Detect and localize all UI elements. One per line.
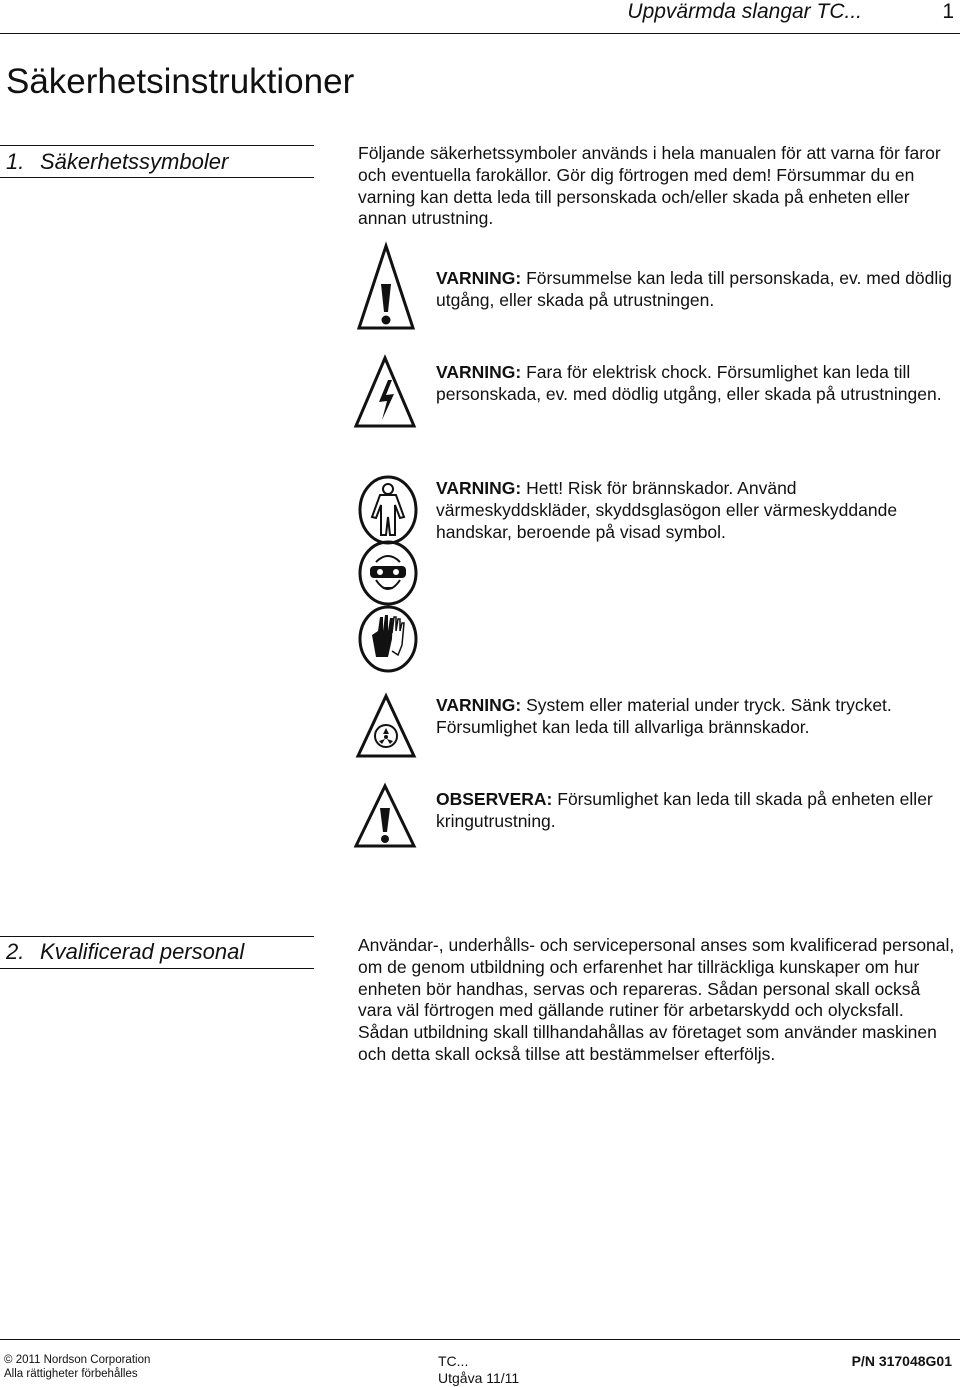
header-rule — [0, 33, 960, 34]
electric-shock-icon — [352, 354, 418, 430]
section-1-bottom-rule — [0, 177, 314, 178]
page-title: Säkerhetsinstruktioner — [6, 62, 355, 101]
warning-exclamation-icon — [355, 240, 417, 332]
section-2-title: Kvalificerad personal — [40, 939, 245, 964]
section-2-number: 2. — [6, 939, 25, 964]
section-1-title: Säkerhetssymboler — [40, 149, 229, 174]
warning-4-text: VARNING: System eller material under tryck. Sänk trycket. Försumlighet kan leda till allvarliga brännskador. — [436, 695, 892, 737]
section-2-body: Användar-, underhålls- och servicepersonal anses som kvalificerad personal, om de genom utbildning och erfarenhet har tillräckliga kunskaper om hur enheten bör handhas, servas och repareras. Sådan personal skall också vara väl förtrogen med gällande rutiner för arbetarskydd och olycksfall. Sådan utbildning skall tillhandahållas av företaget som använder maskinen och detta skall också tillse att bestämmelser efterföljs. — [358, 935, 955, 1064]
footer-edition: Utgåva 11/11 — [438, 1370, 520, 1386]
copyright-icon: © — [4, 1354, 13, 1366]
page-number: 1 — [942, 0, 954, 23]
caution-label: OBSERVERA: — [436, 789, 553, 809]
section-2-heading — [6, 939, 244, 965]
protective-suit-icon — [358, 475, 418, 545]
warning-3-label: VARNING: — [436, 478, 522, 498]
warning-3-text: VARNING: Hett! Risk för brännskador. Använd värmeskyddskläder, skyddsglasögon eller värmeskyddande handskar, beroende på visad symbol. — [436, 478, 898, 542]
footer-rights: Alla rättigheter förbehålles — [4, 1368, 138, 1380]
section-1-intro: Följande säkerhetssymboler används i hela manualen för att varna för faror och eventuella farokällor. Gör dig förtrogen med dem! Försummar du en varning kan detta leda till personskada och/eller skada på enheten eller annan utrustning. — [358, 143, 941, 229]
warning-2-text: VARNING: Fara för elektrisk chock. Försumlighet kan leda till personskada, ev. med dödlig utgång, eller skada på utrustningen. — [436, 362, 942, 404]
caution-exclamation-icon — [352, 782, 418, 850]
warning-2-label: VARNING: — [436, 362, 522, 382]
warning-4-label: VARNING: — [436, 695, 522, 715]
section-1-number: 1. — [6, 149, 25, 174]
footer-part-number: P/N 317048G01 — [851, 1353, 952, 1369]
footer-doc: TC... — [438, 1353, 469, 1369]
safety-goggles-icon — [358, 540, 418, 606]
section-1-top-rule — [0, 145, 314, 146]
warning-1-label: VARNING: — [436, 268, 522, 288]
caution-text: OBSERVERA: Försumlighet kan leda till skada på enheten eller kringutrustning. — [436, 789, 933, 831]
pressure-hazard-icon — [354, 692, 418, 760]
running-header-title: Uppvärmda slangar TC... — [627, 0, 862, 23]
section-2-bottom-rule — [0, 968, 314, 969]
section-1-heading — [6, 149, 228, 175]
warning-1-text: VARNING: Försummelse kan leda till personskada, ev. med dödlig utgång, eller skada på utrustningen. — [436, 268, 952, 310]
section-2-top-rule — [0, 936, 314, 937]
footer-copyright: © 2011 Nordson Corporation — [4, 1354, 151, 1366]
footer-rule — [0, 1339, 960, 1340]
protective-gloves-icon — [358, 605, 418, 673]
